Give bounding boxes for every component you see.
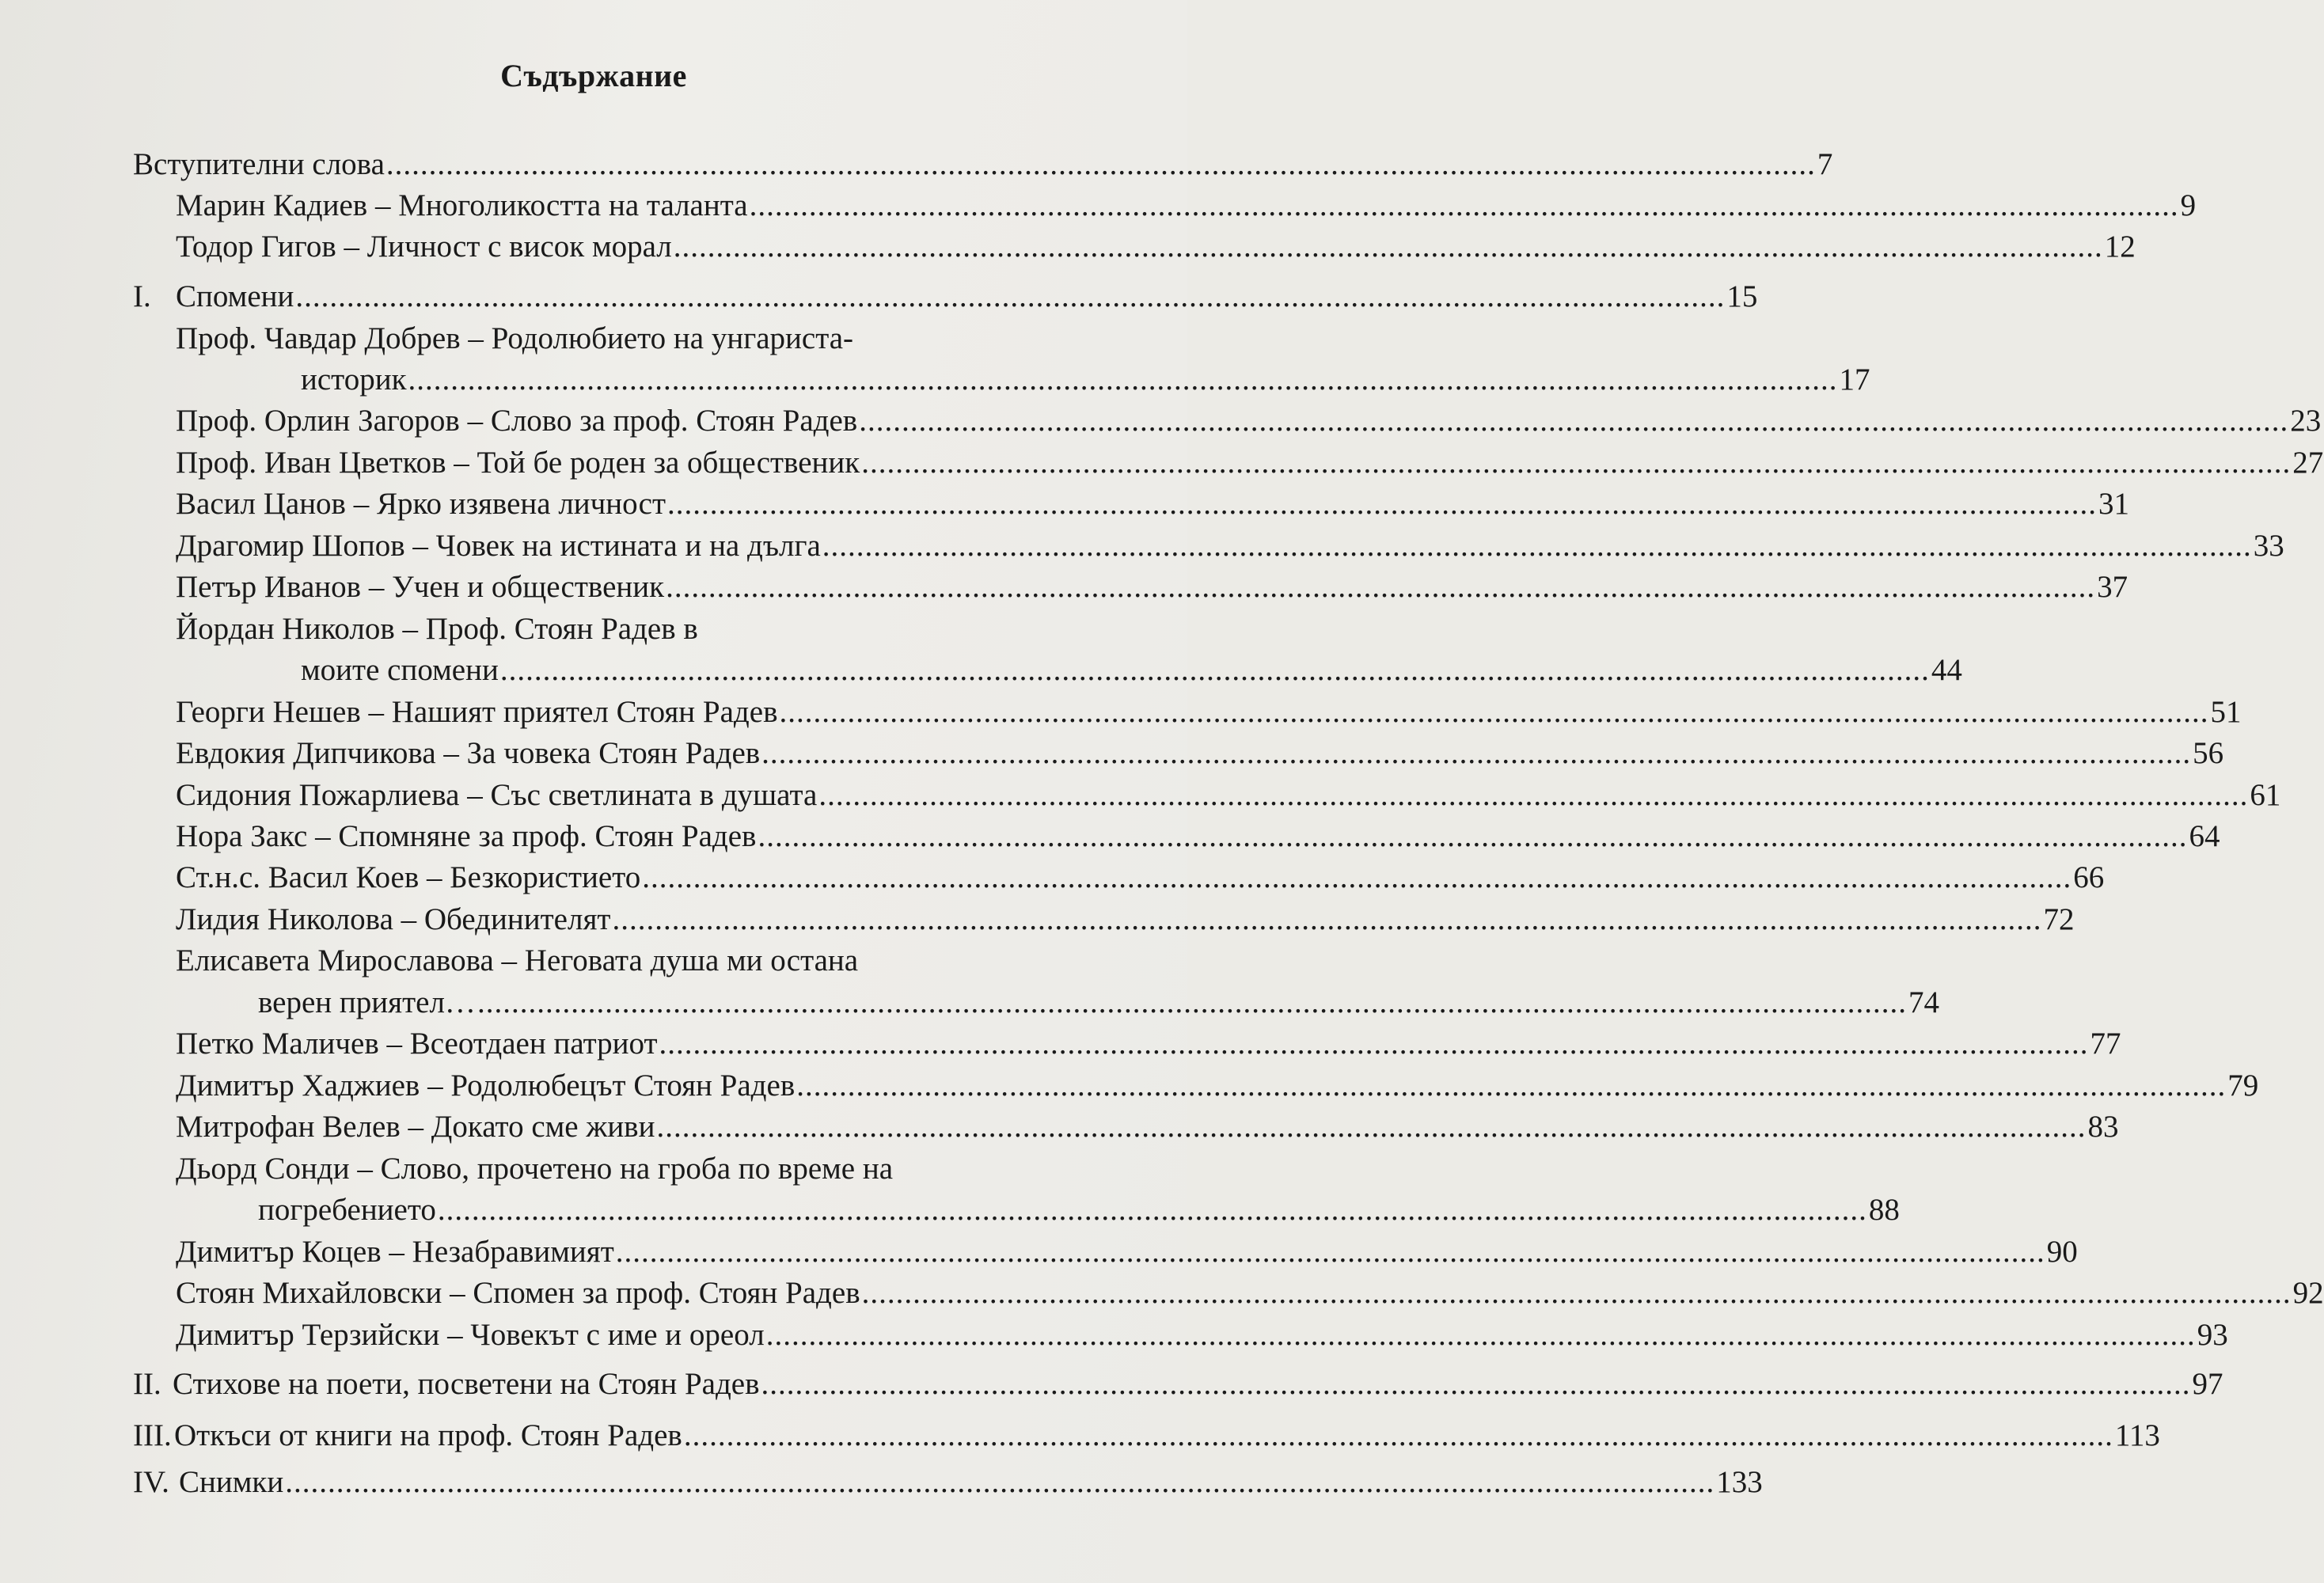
toc-entry[interactable] (176, 776, 2281, 815)
toc-entry[interactable] (179, 1463, 1763, 1502)
toc-entry-title: Димитър Терзийски – Човекът с име и ореол (176, 1318, 765, 1352)
toc-entry[interactable] (176, 817, 2220, 856)
toc-entry-title: Спомени (176, 279, 294, 313)
toc-entry-page: 133 (1716, 1465, 1763, 1499)
leader-dots: ........................................................................................................................................................................ (667, 487, 2097, 521)
leader-dots: ........................................................................................................................................................................ (779, 695, 2209, 729)
leader-dots: ........................................................................................................................................................................ (615, 1235, 2045, 1269)
toc-entry[interactable] (301, 360, 1870, 400)
toc-entry-title: Ст.н.с. Васил Коев – Безкористието (176, 860, 641, 894)
toc-entry[interactable] (176, 693, 2242, 732)
toc-entry[interactable] (174, 1416, 2160, 1456)
leader-dots: ........................................................................................................................................................................ (765, 1318, 2196, 1352)
toc-entry-title: погребението (258, 1193, 436, 1227)
toc-entry-page: 51 (2210, 695, 2242, 729)
toc-entry-title: Нора Закс – Спомняне за проф. Стоян Радев (176, 819, 757, 853)
toc-entry[interactable] (176, 858, 2105, 898)
toc-entry-title: Тодор Гигов – Личност с висок морал (176, 230, 672, 264)
leader-dots: ........................................................................................................................................................................ (761, 736, 2192, 770)
page-title: Съдържание (500, 58, 687, 93)
toc-entry-page: 61 (2250, 778, 2281, 812)
leader-dots: ........................................................................................................................................................................ (656, 1110, 2087, 1144)
toc-entry-page: 56 (2193, 736, 2224, 770)
toc-entry-title: Димитър Коцев – Незабравимият (176, 1235, 614, 1269)
toc-entry[interactable] (176, 443, 2324, 483)
toc-entry-page: 74 (1908, 985, 1939, 1019)
toc-entry-page: 44 (1931, 653, 1962, 687)
toc-entry-title: Митрофан Велев – Докато сме живи (176, 1110, 655, 1144)
leader-dots: ........................................................................................................................................................................ (683, 1418, 2113, 1452)
leader-dots: ........................................................................................................................................................................ (285, 1465, 1715, 1499)
toc-entry[interactable] (258, 1190, 1900, 1230)
toc-entry[interactable] (173, 1365, 2223, 1404)
toc-entry-page: 90 (2046, 1235, 2078, 1269)
toc-entry-title: моите спомени (301, 653, 499, 687)
toc-entry-title-line1: Елисавета Мирославова – Неговата душа ми остана (176, 943, 859, 978)
toc-entry[interactable] (176, 484, 2129, 524)
toc-entry-page: 66 (2073, 860, 2105, 894)
toc-entry-page: 97 (2192, 1367, 2223, 1401)
leader-dots: ........................................................................................................................................................................ (666, 570, 2096, 604)
section-numeral: I. (133, 279, 151, 313)
toc-entry-title: Марин Кадиев – Многоликостта на таланта (176, 188, 748, 222)
toc-entry-title: Сидония Пожарлиева – Със светлината в душата (176, 778, 818, 812)
toc-entry[interactable] (176, 1274, 2324, 1313)
toc-entry-page: 31 (2098, 487, 2129, 521)
toc-entry-title: верен приятел… (258, 985, 476, 1019)
toc-entry-title: Димитър Хаджиев – Родолюбецът Стоян Радев (176, 1069, 796, 1103)
toc-entry[interactable] (301, 651, 1962, 690)
leader-dots: ........................................................................................................................................................................ (859, 404, 2289, 438)
leader-dots: ........................................................................................................................................................................ (822, 529, 2252, 563)
toc-entry-title-line1: Дьорд Сонди – Слово, прочетено на гроба по време на (176, 1152, 894, 1186)
toc-entry[interactable] (258, 983, 1939, 1023)
toc-entry[interactable] (176, 1315, 2228, 1355)
toc-entry[interactable] (176, 186, 2197, 226)
toc-entry-title: Проф. Иван Цветков – Той бе роден за общественик (176, 446, 860, 480)
leader-dots: ........................................................................................................................................................................ (758, 819, 2188, 853)
toc-entry[interactable] (133, 145, 1833, 184)
toc-entry[interactable] (176, 1024, 2121, 1064)
toc-entry-title-line1: Йордан Николов – Проф. Стоян Радев в (176, 612, 698, 646)
toc-entry-page: 83 (2087, 1110, 2119, 1144)
toc-entry[interactable] (176, 1232, 2078, 1272)
toc-entry[interactable] (176, 401, 2322, 441)
section-numeral: II. (133, 1367, 161, 1401)
toc-entry[interactable] (176, 900, 2075, 940)
leader-dots: ........................................................................................................................................................................ (437, 1193, 1867, 1227)
toc-entry-title: Вступителни слова (133, 147, 385, 181)
leader-dots: ........................................................................................................................................................................ (642, 860, 2072, 894)
leader-dots: ........................................................................................................................................................................ (612, 902, 2042, 936)
leader-dots: ........................................................................................................................................................................ (295, 279, 1726, 313)
leader-dots: ........................................................................................................................................................................ (499, 653, 1930, 687)
leader-dots: ........................................................................................................................................................................ (749, 188, 2179, 222)
section-numeral: III. (133, 1418, 172, 1452)
leader-dots: ........................................................................................................................................................................ (673, 230, 2103, 264)
toc-entry-page: 27 (2292, 446, 2324, 480)
leader-dots: ........................................................................................................................................................................ (861, 446, 2292, 480)
toc-entry-page: 92 (2292, 1276, 2324, 1310)
toc-entry[interactable] (176, 227, 2136, 267)
toc-entry-page: 7 (1817, 147, 1833, 181)
leader-dots: ........................................................................................................................................................................ (385, 147, 1816, 181)
toc-entry-page: 93 (2197, 1318, 2228, 1352)
toc-entry[interactable] (176, 277, 1758, 317)
toc-entry-title: Евдокия Дипчикова – За човека Стоян Радев (176, 736, 761, 770)
toc-entry-page: 113 (2114, 1418, 2160, 1452)
toc-entry-title-line1: Проф. Чавдар Добрев – Родолюбието на унгариста- (176, 321, 854, 355)
toc-entry-title: Драгомир Шопов – Човек на истината и на дълга (176, 529, 821, 563)
toc-entry-title: Снимки (179, 1465, 284, 1499)
toc-entry[interactable] (176, 734, 2224, 773)
toc-entry-title: историк (301, 363, 407, 397)
toc-entry[interactable] (176, 1066, 2259, 1106)
leader-dots: ........................................................................................................................................................................ (818, 778, 2249, 812)
leader-dots: ........................................................................................................................................................................ (477, 985, 1907, 1019)
toc-entry-title: Откъси от книги на проф. Стоян Радев (174, 1418, 682, 1452)
toc-entry-title: Петко Маличев – Всеотдаен патриот (176, 1027, 658, 1061)
toc-entry-title: Георги Нешев – Нашият приятел Стоян Радев (176, 695, 778, 729)
leader-dots: ........................................................................................................................................................................ (761, 1367, 2191, 1401)
toc-entry-page: 88 (1868, 1193, 1900, 1227)
toc-entry-title: Стихове на поети, посветени на Стоян Радев (173, 1367, 760, 1401)
toc-entry-page: 72 (2043, 902, 2075, 936)
toc-entry-title: Стоян Михайловски – Спомен за проф. Стоян Радев (176, 1276, 860, 1310)
toc-entry-title: Проф. Орлин Загоров – Слово за проф. Стоян Радев (176, 404, 858, 438)
leader-dots: ........................................................................................................................................................................ (861, 1276, 2292, 1310)
toc-entry-page: 17 (1839, 363, 1870, 397)
toc-entry[interactable] (176, 526, 2284, 566)
section-numeral: IV. (133, 1465, 169, 1499)
toc-entry-title: Петър Иванов – Учен и общественик (176, 570, 665, 604)
toc-entry-page: 12 (2104, 230, 2136, 264)
leader-dots: ........................................................................................................................................................................ (659, 1027, 2089, 1061)
toc-entry-page: 9 (2180, 188, 2197, 222)
toc-entry-page: 37 (2097, 570, 2128, 604)
toc-entry[interactable] (176, 568, 2128, 607)
toc-entry-page: 79 (2227, 1069, 2259, 1103)
toc-entry[interactable] (176, 1107, 2119, 1147)
toc-entry-page: 33 (2253, 529, 2284, 563)
toc-entry-page: 64 (2189, 819, 2220, 853)
leader-dots: ........................................................................................................................................................................ (408, 363, 1838, 397)
toc-entry-page: 15 (1726, 279, 1758, 313)
toc-entry-page: 77 (2090, 1027, 2121, 1061)
toc-entry-page: 23 (2290, 404, 2322, 438)
toc-entry-title: Лидия Николова – Обединителят (176, 902, 611, 936)
leader-dots: ........................................................................................................................................................................ (796, 1069, 2227, 1103)
toc-entry-title: Васил Цанов – Ярко изявена личност (176, 487, 666, 521)
